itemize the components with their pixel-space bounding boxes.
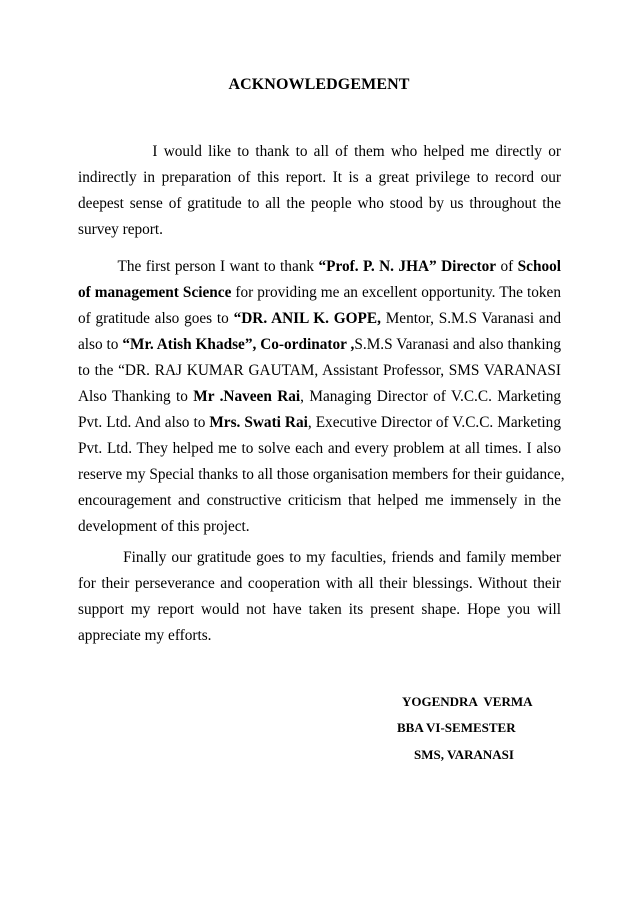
bold-run: Mr .Naveen Rai [193, 388, 301, 405]
text-run: of [496, 258, 518, 275]
text-line: survey report. [78, 221, 163, 238]
signature-name: YOGENDRA VERMA [402, 694, 533, 709]
text-line: support my report would not have taken its present shape. Hope you will [78, 601, 561, 618]
text-run: of gratitude also goes to [78, 310, 234, 327]
paragraph-thanks [78, 254, 565, 540]
paragraph-intro [78, 139, 561, 243]
signature-place: SMS, VARANASI [414, 747, 514, 762]
page-title: ACKNOWLEDGEMENT [228, 76, 410, 93]
text-line: reserve my Special thanks to all those organisation members for their guidance, [78, 466, 565, 483]
bold-run: Mrs. Swati Rai [209, 414, 308, 431]
text-line: indirectly in preparation of this report. It is a great privilege to record our [78, 169, 561, 186]
bold-run: of management Science [78, 284, 232, 301]
text-line [78, 254, 561, 280]
text-line: to the “DR. RAJ KUMAR GAUTAM, Assistant Professor, SMS VARANASI [78, 362, 561, 379]
text-run: The first person I want to thank [78, 258, 319, 275]
paragraph-closing [78, 545, 561, 649]
text-run: S.M.S Varanasi and also thanking [354, 336, 561, 353]
text-run: Also Thanking to [78, 388, 194, 405]
bold-run: “Prof. P. N. JHA” Director [318, 258, 497, 275]
text-line: appreciate my efforts. [78, 627, 212, 644]
signature-class: BBA VI-SEMESTER [397, 720, 516, 735]
text-line: development of this project. [78, 518, 250, 535]
text-run: Mentor, S.M.S Varanasi and [380, 310, 562, 327]
text-run: also to [78, 336, 123, 353]
text-line [78, 306, 561, 332]
bold-run: “DR. ANIL K. GOPE, [233, 310, 381, 327]
text-line: deepest sense of gratitude to all the people who stood by us throughout the [78, 195, 561, 212]
text-line [78, 384, 561, 410]
text-run: Pvt. Ltd. And also to [78, 414, 210, 431]
text-run: for providing me an excellent opportunity. The token [231, 284, 561, 301]
text-line [78, 332, 561, 358]
text-line: Pvt. Ltd. They helped me to solve each and every problem at all times. I also [78, 440, 561, 457]
bold-run: “Mr. Atish Khadse”, Co-ordinator , [122, 336, 355, 353]
text-line: Finally our gratitude goes to my faculties, friends and family member [78, 549, 561, 566]
text-run: , Executive Director of V.C.C. Marketing [307, 414, 561, 431]
text-line [78, 410, 561, 436]
text-line: encouragement and constructive criticism that helped me immensely in the [78, 492, 561, 509]
bold-run: School [517, 258, 561, 275]
text-run: , Managing Director of V.C.C. Marketing [300, 388, 561, 405]
text-line [78, 280, 561, 306]
text-line: for their perseverance and cooperation with all their blessings. Without their [78, 575, 561, 592]
text-line: I would like to thank to all of them who helped me directly or [78, 143, 561, 160]
